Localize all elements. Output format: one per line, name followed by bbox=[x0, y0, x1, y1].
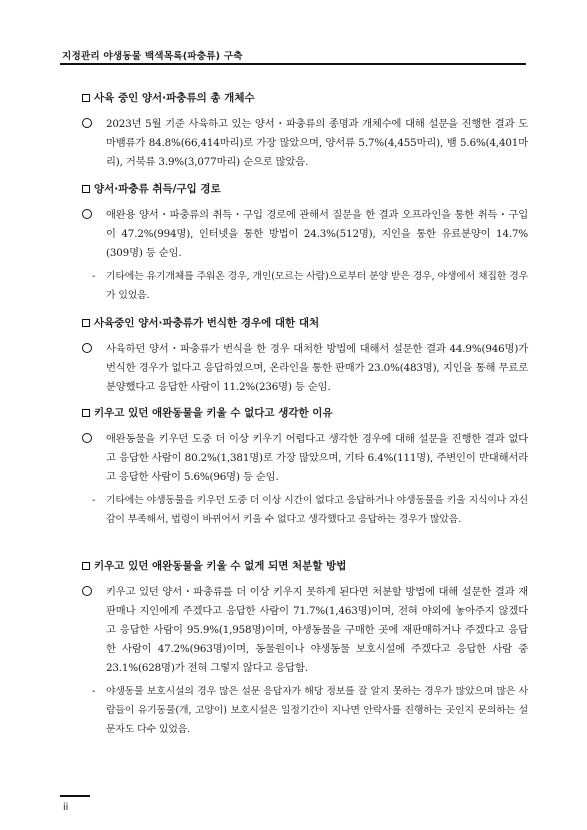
section-2 bbox=[82, 182, 528, 305]
section-title: 키우고 있던 애완동물을 키울 수 없다고 생각한 이유 bbox=[94, 407, 333, 419]
dash-marker: - bbox=[92, 270, 96, 282]
circle-bullet-icon bbox=[82, 586, 92, 596]
running-title: 지정관리 야생동물 백색목록(파충류) 구축 bbox=[62, 51, 243, 62]
bullet-text: 애완동물을 키우던 도중 더 이상 키우기 어렵다고 생각한 경우에 대해 설문을 진행한 결과 없다고 응답한 사람이 80.2%(1,381명)로 가장 많았으며, 기타 6.4%(111명), 주변인이 반대해서라고 응답한 사람이 5.6%(96명) 등 순임. bbox=[106, 433, 528, 483]
note-text: 기타에는 유기개체를 주워온 경우, 개인(모르는 사람)으로부터 분양 받은 경우, 야생에서 채집한 경우가 있었음. bbox=[106, 271, 528, 301]
section-title: 키우고 있던 애완동물을 키울 수 없게 되면 처분할 방법 bbox=[94, 560, 347, 572]
bullet-item bbox=[82, 430, 528, 487]
bullet-text: 애완용 양서・파충류의 취득・구입 경로에 관해서 질문을 한 결과 오프라인을 통한 취득・구입이 47.2%(994명), 인터넷을 통한 방법이 24.3%(512명), 지인을 통한 유료분양이 14.7%(309명) 등 순임. bbox=[106, 209, 528, 259]
bullet-text: 2023년 5월 기준 사육하고 있는 양서・파충류의 종명과 개체수에 대해 설문을 진행한 결과 도마뱀류가 84.8%(66,414마리)로 가장 많았으며, 양서류 5.7%(4,455마리), 뱀 5.6%(4,401마리), 거북류 3.9%(3,077마리) 순으로 많았음. bbox=[106, 118, 528, 168]
dash-marker: - bbox=[92, 685, 96, 697]
bullet-item bbox=[82, 583, 528, 678]
circle-bullet-icon bbox=[82, 118, 92, 128]
square-bullet-icon bbox=[82, 185, 90, 193]
section-title: 사육 중인 양서·파충류의 총 개체수 bbox=[94, 92, 255, 104]
note-text: 야생동물 보호시설의 경우 많은 설문 응답자가 해당 정보를 잘 알지 못하는 경우가 많았으며 많은 사람들이 유기동물(개, 고양이) 보호시설은 일정기간이 지나면 안락사를 진행하는 곳인지 문의하는 설문자도 다수 있었음. bbox=[106, 686, 528, 735]
bullet-item bbox=[82, 206, 528, 263]
section-4 bbox=[82, 406, 528, 529]
square-bullet-icon bbox=[82, 319, 90, 327]
section-title: 사육중인 양서·파충류가 번식한 경우에 대한 대처 bbox=[94, 317, 320, 329]
note-item bbox=[82, 267, 528, 305]
dash-marker: - bbox=[92, 494, 96, 506]
section-3 bbox=[82, 316, 528, 397]
bullet-item bbox=[82, 340, 528, 397]
circle-bullet-icon bbox=[82, 209, 92, 219]
note-item bbox=[82, 682, 528, 739]
section-1 bbox=[82, 91, 528, 172]
footer-rule bbox=[60, 795, 90, 797]
square-bullet-icon bbox=[82, 94, 90, 102]
page-number: ii bbox=[63, 802, 69, 813]
square-bullet-icon bbox=[82, 562, 90, 570]
square-bullet-icon bbox=[82, 409, 90, 417]
circle-bullet-icon bbox=[82, 433, 92, 443]
circle-bullet-icon bbox=[82, 343, 92, 353]
bullet-text: 사육하던 양서・파충류가 번식을 한 경우 대처한 방법에 대해서 설문한 결과 44.9%(946명)가 번식한 경우가 없다고 응답하였으며, 온라인을 통한 판매가 23.0%(483명), 지인을 통해 무료로 분양했다고 응답한 사람이 11.2%(236명) 등 순임. bbox=[106, 343, 528, 393]
note-text: 기타에는 야생동물을 키우던 도중 더 이상 시간이 없다고 응답하거나 야생동물을 키울 지식이나 자신감이 부족해서, 법령이 바뀌어서 키울 수 없다고 생각했다고 응답하는 경우가 많았음. bbox=[106, 495, 528, 525]
section-5 bbox=[82, 559, 528, 739]
note-item bbox=[82, 491, 528, 529]
bullet-item bbox=[82, 115, 528, 172]
section-title: 양서·파충류 취득/구입 경로 bbox=[94, 183, 221, 195]
bullet-text: 키우고 있던 양서・파충류를 더 이상 키우지 못하게 된다면 처분할 방법에 대해 설문한 결과 재판매나 지인에게 주겠다고 응답한 사람이 71.7%(1,463명)이며, 전혀 야외에 놓아주지 않겠다고 응답한 사람이 95.9%(1,958명)이며, 야생동물을 구매한 곳에 재판매하거나 주겠다고 응답한 사람이 47.2%(963명)이며, 동물원이나 야생동물 보호시설에 주겠다고 응답한 사람 중 23.1%(628명)가 전혀 그렇지 않다고 응답함. bbox=[106, 586, 528, 674]
